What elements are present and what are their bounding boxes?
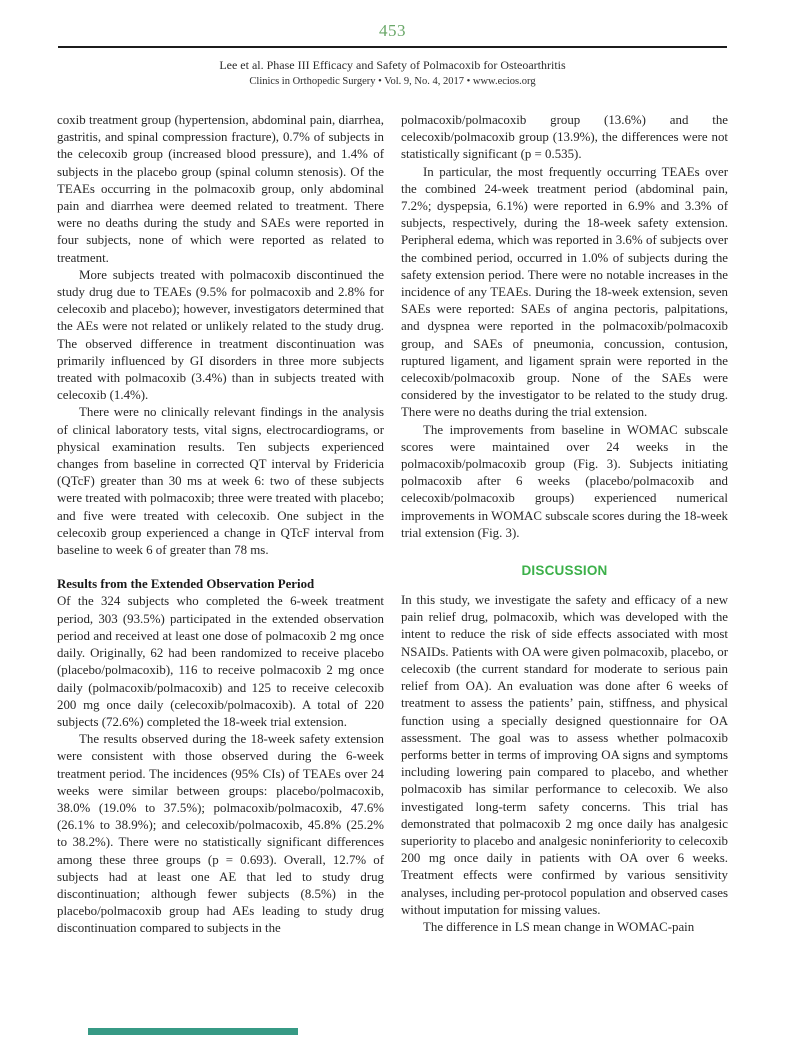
body-paragraph: The improvements from baseline in WOMAC subscale scores were maintained over 24 weeks in the polmacoxib/polmacoxib group (Fig. 3). Subjects initiating polmacoxib after 6 weeks (placebo/polmacoxib and celecoxib/polmacoxib groups) experienced numerical improvements in WOMAC subscale scores during the 18-week trial extension (Fig. 3). [401, 422, 728, 540]
two-column-body [57, 112, 728, 938]
right-column [401, 112, 728, 938]
footer-accent-bar [88, 1028, 298, 1035]
header-rule [58, 46, 727, 48]
body-paragraph: The difference in LS mean change in WOMAC-pain [423, 919, 695, 934]
body-paragraph: Of the 324 subjects who completed the 6-week treatment period, 303 (93.5%) participated in the extended observation period and received at least one dose of polmacoxib 2 mg once daily. Originally, 62 had been randomized to receive placebo (placebo/polmacoxib), 116 to receive polmacoxib 2 mg once daily (polmacoxib/polmacoxib) and 125 to receive celecoxib 200 mg once daily (celecoxib/polmacoxib). A total of 220 subjects (72.6%) completed the 18-week trial extension. [57, 594, 384, 729]
section-subheading: Results from the Extended Observation Period [57, 577, 315, 592]
discussion-section-heading: DISCUSSION [521, 563, 608, 579]
page-number: 453 [379, 21, 406, 40]
body-paragraph: polmacoxib/polmacoxib group (13.6%) and the celecoxib/polmacoxib group (13.9%), the differences were not statistically significant (p = 0.535). [401, 113, 728, 162]
body-paragraph: The results observed during the 18-week safety extension were consistent with those observed during the 6-week treatment period. The incidences (95% CIs) of TEAEs over 24 weeks were similar between groups: placebo/polmacoxib, 38.0% (19.0% to 37.5%); polmacoxib/polmacoxib, 47.6% (26.1% to 38.9%); and celecoxib/polmacoxib, 45.8% (25.2% to 38.2%). There were no statistically significant differences among these three groups (p = 0.693). Overall, 12.7% of subjects had at least one AE that led to study drug discontinuation; although fewer subjects (8.5%) in the placebo/polmacoxib group had AEs leading to study drug discontinuation compared to subjects in the [57, 732, 384, 936]
running-title: Lee et al. Phase III Efficacy and Safety of Polmacoxib for Osteoarthritis [219, 58, 566, 72]
left-column [57, 112, 384, 938]
body-paragraph: More subjects treated with polmacoxib discontinued the study drug due to TEAEs (9.5% for polmacoxib and 2.8% for celecoxib and placebo); however, investigators determined that the AEs were not related or unlikely related to the study drug. The observed difference in treatment discontinuation was primarily influenced by GI disorders in three more subjects treated with polmacoxib (3.4%) than in subjects treated with celecoxib (1.4%). [57, 267, 384, 403]
body-paragraph: In this study, we investigate the safety and efficacy of a new pain relief drug, polmacoxib, which was developed with the intent to reduce the risk of side effects associated with most NSAIDs. Patients with OA were given polmacoxib, placebo, or celecoxib (the current standard for moderate to serious pain relief from OA). An evaluation was done after 6 weeks of treatment to assess the patients’ pain, stiffness, and physical function using a specially designed questionnaire for OA assessment. The goal was to assess whether polmacoxib performs better in terms of improving OA signs and symptoms including lowering pain compared to placebo, and whether polmacoxib has similar performance to celecoxib. We also investigated long-term safety concerns. This trial has demonstrated that polmacoxib 2 mg once daily has analgesic superiority to placebo and analgesic noninferiority to celecoxib 200 mg once daily in patients with OA over 6 weeks. Treatment effects were confirmed by various sensitivity analyses, including per-protocol population and observed cases without imputation for missing values. [401, 593, 728, 917]
journal-citation-line: Clinics in Orthopedic Surgery • Vol. 9, No. 4, 2017 • www.ecios.org [249, 76, 536, 87]
body-paragraph: There were no clinically relevant findings in the analysis of clinical laboratory tests, vital signs, electrocardiograms, or physical examination results. Ten subjects experienced changes from baseline in corrected QT interval by Fridericia (QTcF) greater than 30 ms at week 6: two of these subjects were treated with polmacoxib; three were treated with placebo; and five were treated with celecoxib. One subject in the celecoxib group experienced a change in QTcF interval from baseline to week 6 of greater than 78 ms. [57, 405, 384, 558]
body-paragraph: In particular, the most frequently occurring TEAEs over the combined 24-week treatment period (abdominal pain, 7.2%; dyspepsia, 6.1%) were reported in 6.9% and 3.3% of subjects, respectively, during the 18-week safety extension. Peripheral edema, which was reported in 3.6% of subjects over the combined period, occurred in 1.0% of subjects during the safety extension period. There were no notable increases in the incidence of any TEAEs. During the 18-week extension, seven SAEs were reported: SAEs of angina pectoris, palpitations, and dyspnea were reported in the polmacoxib/polmacoxib group, and SAEs of pneumonia, concussion, contusion, ruptured ligament, and ligament sprain were reported in the celecoxib/polmacoxib group. None of the SAEs were considered by the investigator to be related to the study drug. There were no deaths during the trial extension. [401, 164, 728, 420]
body-paragraph: coxib treatment group (hypertension, abdominal pain, diarrhea, gastritis, and spinal compression fracture), 0.7% of subjects in the celecoxib group (increased blood pressure), and 1.4% of subjects in the placebo group (spinal column stenosis). Of the TEAEs occurring in the polmacoxib group, only abdominal pain and diarrhea were deemed related to treatment. There were no deaths during the study and SAEs were reported in four subjects, none of which were reported as related to treatment. [57, 113, 384, 265]
